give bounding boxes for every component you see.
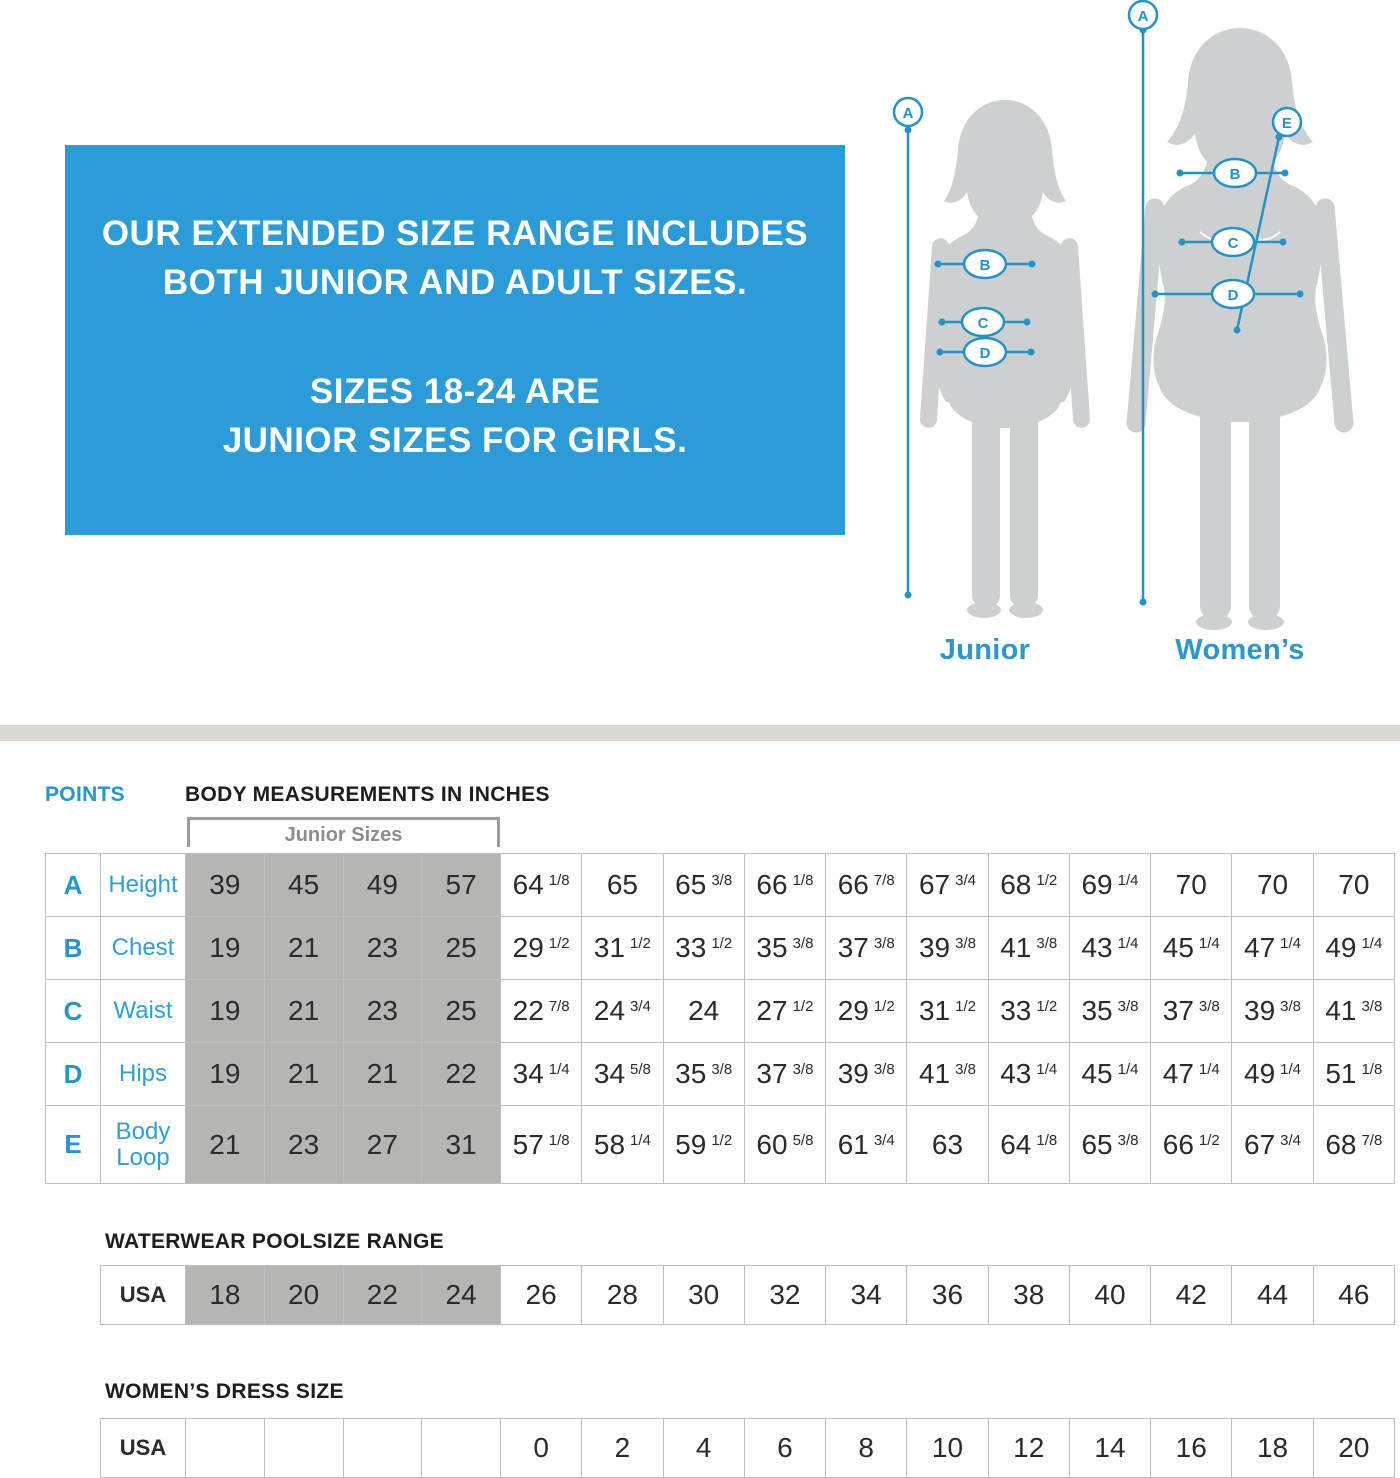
silhouette-shape <box>1315 198 1354 434</box>
point-d-letter: D <box>979 345 991 362</box>
value-fraction: 3/8 <box>1117 998 1139 1015</box>
point-c-letter: C <box>977 315 989 332</box>
junior-value-cell: 45 <box>264 854 343 917</box>
adult-value-cell <box>1069 917 1150 980</box>
value-fraction: 1/8 <box>1036 1131 1058 1149</box>
adult-value-cell <box>988 980 1069 1043</box>
point-c-letter: C <box>1227 235 1239 252</box>
body-measurements-table <box>45 853 1395 1184</box>
adult-size-cell: 6 <box>744 1419 825 1478</box>
dress-size-table <box>100 1418 1395 1478</box>
value-whole: 39 <box>918 932 951 963</box>
value-whole: 31 <box>593 932 626 963</box>
junior-silhouette <box>919 100 1090 618</box>
adult-value-cell <box>988 1043 1069 1106</box>
junior-sizes-bracket <box>187 817 500 847</box>
adult-value-cell <box>1313 1043 1394 1106</box>
line-endpoint <box>1177 170 1184 177</box>
adult-size-cell: 20 <box>1313 1419 1394 1478</box>
value-whole: 39 <box>837 1058 869 1089</box>
value-fraction: 3/8 <box>955 935 976 952</box>
adult-value-cell <box>1232 1106 1313 1184</box>
junior-value-cell: 27 <box>343 1106 422 1184</box>
poolsize-table <box>100 1265 1395 1325</box>
point-letter-cell: D <box>46 1043 101 1106</box>
junior-size-cell <box>264 1419 343 1478</box>
adult-size-cell: 8 <box>826 1419 907 1478</box>
adult-size-cell: 42 <box>1151 1266 1232 1325</box>
value-whole: 66 <box>756 869 788 900</box>
silhouette-shape <box>967 602 1001 618</box>
junior-value-cell: 23 <box>343 917 422 980</box>
silhouette-shape <box>1248 614 1284 630</box>
junior-value-cell: 22 <box>422 1043 501 1106</box>
value-fraction: 1/4 <box>1361 935 1383 952</box>
value-fraction: 3/4 <box>1280 1131 1302 1149</box>
value-whole: 29 <box>837 995 869 1026</box>
adult-value-cell <box>1069 1043 1150 1106</box>
adult-value-cell <box>1232 1043 1313 1106</box>
junior-value-cell: 21 <box>264 917 343 980</box>
adult-size-cell: 4 <box>663 1419 744 1478</box>
value-whole: 24 <box>593 995 626 1026</box>
value-fraction: 3/8 <box>1198 998 1220 1015</box>
value-whole: 37 <box>1162 995 1194 1026</box>
silhouette-shape <box>1200 380 1231 620</box>
junior-sizes-bracket-label: Junior Sizes <box>284 824 403 846</box>
junior-value-cell: 25 <box>422 980 501 1043</box>
row-label-cell: USA <box>101 1266 186 1325</box>
point-e-letter: E <box>1281 115 1293 132</box>
value-fraction: 3/4 <box>630 998 651 1015</box>
value-whole: 29 <box>512 932 544 963</box>
value-fraction: 1/4 <box>548 1061 570 1078</box>
junior-value-cell: 21 <box>264 980 343 1043</box>
measurement-row <box>46 917 1395 980</box>
value-fraction: 3/8 <box>955 1061 976 1078</box>
value-fraction: 1/2 <box>711 1131 733 1149</box>
adult-value-cell <box>907 917 988 980</box>
adult-value-cell <box>501 854 582 917</box>
adult-size-cell: 36 <box>907 1266 988 1325</box>
adult-value-cell <box>1151 1043 1232 1106</box>
adult-size-cell: 26 <box>501 1266 582 1325</box>
line-endpoint <box>935 261 942 268</box>
adult-value-cell <box>907 1043 988 1106</box>
junior-value-cell: 25 <box>422 917 501 980</box>
poolsize-title: WATERWEAR POOLSIZE RANGE <box>105 1230 444 1253</box>
point-letter-cell: A <box>46 854 101 917</box>
point-letter-cell: B <box>46 917 101 980</box>
value-fraction: 5/8 <box>792 1131 814 1149</box>
line-endpoint <box>1152 291 1159 298</box>
value-whole: 68 <box>1000 869 1032 900</box>
adult-value-cell <box>1232 980 1313 1043</box>
line-endpoint <box>1297 291 1304 298</box>
value-whole: 63 <box>931 1128 964 1160</box>
value-fraction: 3/8 <box>1036 935 1058 952</box>
silhouette-shape <box>1126 198 1165 434</box>
silhouette-shape <box>972 392 1000 608</box>
value-fraction: 3/4 <box>955 872 976 889</box>
line-endpoint <box>1282 170 1289 177</box>
value-fraction: 7/8 <box>548 998 570 1015</box>
adult-size-cell: 34 <box>826 1266 907 1325</box>
measurements-header: BODY MEASUREMENTS IN INCHES <box>185 783 550 806</box>
adult-value-cell <box>582 980 663 1043</box>
adult-value-cell <box>907 980 988 1043</box>
value-whole: 67 <box>918 869 951 900</box>
adult-size-cell: 14 <box>1069 1419 1150 1478</box>
adult-value-cell <box>663 980 744 1043</box>
value-fraction: 1/2 <box>630 935 651 952</box>
value-whole: 61 <box>837 1128 869 1160</box>
value-fraction: 3/8 <box>1361 998 1383 1015</box>
junior-size-cell <box>186 1419 265 1478</box>
value-fraction: 1/8 <box>548 872 570 889</box>
adult-value-cell <box>582 1106 663 1184</box>
adult-value-cell <box>663 854 744 917</box>
value-whole: 34 <box>593 1058 626 1089</box>
line-endpoint <box>1280 239 1287 246</box>
adult-value-cell <box>907 854 988 917</box>
adult-size-cell: 32 <box>744 1266 825 1325</box>
silhouette-shape <box>1010 392 1038 608</box>
measurement-row <box>46 1043 1395 1106</box>
adult-value-cell <box>1313 917 1394 980</box>
value-whole: 34 <box>512 1058 544 1089</box>
value-fraction: 3/4 <box>873 1131 895 1149</box>
value-fraction: 3/8 <box>1280 998 1302 1015</box>
value-fraction: 3/8 <box>711 1061 733 1078</box>
adult-value-cell <box>826 1106 907 1184</box>
adult-size-cell: 38 <box>988 1266 1069 1325</box>
value-whole: 35 <box>1081 995 1113 1026</box>
adult-value-cell <box>744 1106 825 1184</box>
value-whole: 68 <box>1325 1128 1357 1160</box>
womens-figure-label: Women’s <box>1175 634 1305 666</box>
adult-size-cell: 30 <box>663 1266 744 1325</box>
point-label-cell: Hips <box>101 1043 186 1106</box>
junior-value-cell: 19 <box>186 980 265 1043</box>
line-endpoint <box>1234 327 1241 334</box>
adult-value-cell <box>582 854 663 917</box>
adult-size-cell: 46 <box>1313 1266 1394 1325</box>
value-whole: 70 <box>1338 869 1370 900</box>
value-fraction: 1/4 <box>1280 1061 1302 1078</box>
value-fraction: 1/2 <box>1036 998 1058 1015</box>
value-whole: 37 <box>756 1058 788 1089</box>
value-fraction: 1/4 <box>1117 935 1139 952</box>
value-fraction: 1/4 <box>1198 1061 1220 1078</box>
point-b-letter: B <box>1229 166 1241 183</box>
point-a-letter: A <box>902 105 914 122</box>
adult-value-cell <box>501 980 582 1043</box>
adult-value-cell <box>501 1106 582 1184</box>
adult-value-cell <box>744 1043 825 1106</box>
value-whole: 49 <box>1244 1058 1276 1089</box>
value-fraction: 1/2 <box>711 935 733 952</box>
line-endpoint <box>937 349 944 356</box>
value-fraction: 1/4 <box>1280 935 1302 952</box>
value-whole: 35 <box>675 1058 707 1089</box>
junior-value-cell: 23 <box>343 980 422 1043</box>
value-whole: 45 <box>1081 1058 1113 1089</box>
junior-value-cell: 19 <box>186 1043 265 1106</box>
adult-size-cell: 0 <box>501 1419 582 1478</box>
value-whole: 64 <box>512 869 544 900</box>
value-whole: 65 <box>606 869 638 900</box>
adult-size-cell: 2 <box>582 1419 663 1478</box>
adult-value-cell <box>826 854 907 917</box>
adult-value-cell <box>663 1106 744 1184</box>
value-fraction: 1/8 <box>792 872 814 889</box>
value-fraction: 1/8 <box>548 1131 570 1149</box>
adult-value-cell <box>988 917 1069 980</box>
junior-value-cell: 31 <box>422 1106 501 1184</box>
silhouette-shape <box>1009 602 1043 618</box>
value-whole: 49 <box>1325 932 1357 963</box>
adult-size-cell: 18 <box>1232 1419 1313 1478</box>
value-whole: 67 <box>1244 1128 1276 1160</box>
adult-size-cell: 16 <box>1151 1419 1232 1478</box>
adult-value-cell <box>582 1043 663 1106</box>
adult-value-cell <box>826 1043 907 1106</box>
measurement-row <box>46 854 1395 917</box>
adult-value-cell <box>1313 1106 1394 1184</box>
value-whole: 65 <box>1081 1128 1113 1160</box>
value-fraction: 1/2 <box>955 998 976 1015</box>
value-whole: 41 <box>1000 932 1032 963</box>
value-fraction: 1/2 <box>792 998 814 1015</box>
adult-size-cell: 10 <box>907 1419 988 1478</box>
adult-value-cell <box>1313 854 1394 917</box>
value-whole: 41 <box>1325 995 1357 1026</box>
value-fraction: 1/4 <box>630 1131 651 1149</box>
value-whole: 57 <box>512 1128 544 1160</box>
point-label-cell: Body Loop <box>101 1106 186 1184</box>
adult-value-cell <box>1151 980 1232 1043</box>
adult-value-cell <box>744 854 825 917</box>
banner-line: OUR EXTENDED SIZE RANGE INCLUDES <box>101 214 809 253</box>
value-whole: 43 <box>1000 1058 1032 1089</box>
adult-value-cell <box>988 1106 1069 1184</box>
adult-value-cell <box>1151 1106 1232 1184</box>
silhouette-shape <box>1167 28 1313 162</box>
line-endpoint <box>1029 261 1036 268</box>
value-fraction: 1/4 <box>1117 872 1139 889</box>
value-fraction: 3/8 <box>873 935 895 952</box>
value-fraction: 3/8 <box>711 872 733 889</box>
value-fraction: 1/4 <box>1117 1061 1139 1078</box>
junior-size-cell <box>343 1419 422 1478</box>
value-whole: 51 <box>1325 1058 1357 1089</box>
banner-line: JUNIOR SIZES FOR GIRLS. <box>222 421 688 460</box>
adult-size-cell: 28 <box>582 1266 663 1325</box>
silhouette-shape <box>944 100 1066 217</box>
value-fraction: 1/2 <box>548 935 570 952</box>
size-row <box>101 1419 1395 1478</box>
silhouette-shape <box>1249 380 1280 620</box>
adult-size-cell: 12 <box>988 1419 1069 1478</box>
adult-value-cell <box>501 1043 582 1106</box>
junior-size-cell <box>422 1419 501 1478</box>
value-whole: 47 <box>1162 1058 1194 1089</box>
value-whole: 66 <box>1162 1128 1194 1160</box>
junior-figure-label: Junior <box>939 634 1031 666</box>
value-whole: 69 <box>1081 869 1113 900</box>
value-whole: 33 <box>1000 995 1032 1026</box>
junior-value-cell: 21 <box>264 1043 343 1106</box>
point-label-cell: Chest <box>101 917 186 980</box>
silhouette-shape <box>1196 614 1232 630</box>
adult-value-cell <box>1069 854 1150 917</box>
section-divider <box>0 725 1400 741</box>
value-whole: 31 <box>918 995 951 1026</box>
value-whole: 70 <box>1256 869 1289 900</box>
line-endpoint <box>939 319 946 326</box>
adult-value-cell <box>1232 917 1313 980</box>
info-banner <box>65 145 845 535</box>
adult-value-cell <box>1069 980 1150 1043</box>
adult-value-cell <box>1151 917 1232 980</box>
adult-value-cell <box>1069 1106 1150 1184</box>
value-fraction: 1/4 <box>1198 935 1220 952</box>
silhouette-shape <box>948 364 1062 428</box>
line-endpoint <box>1028 349 1035 356</box>
value-fraction: 3/8 <box>873 1061 895 1078</box>
value-whole: 64 <box>1000 1128 1032 1160</box>
value-whole: 65 <box>675 869 707 900</box>
line-endpoint <box>905 127 912 134</box>
row-label-cell: USA <box>101 1419 186 1478</box>
silhouette-shape <box>1159 342 1321 422</box>
value-fraction: 3/8 <box>792 1061 814 1078</box>
body-measurement-figures <box>870 0 1400 690</box>
value-whole: 33 <box>675 932 707 963</box>
junior-size-cell: 18 <box>186 1266 265 1325</box>
junior-value-cell: 23 <box>264 1106 343 1184</box>
value-whole: 59 <box>675 1128 707 1160</box>
junior-size-cell: 20 <box>264 1266 343 1325</box>
value-fraction: 5/8 <box>630 1061 651 1078</box>
value-fraction: 7/8 <box>873 872 895 889</box>
poolsize-table-body <box>101 1266 1395 1325</box>
adult-value-cell <box>582 917 663 980</box>
junior-value-cell: 21 <box>186 1106 265 1184</box>
measurement-table-body <box>46 854 1395 1184</box>
point-label-cell: Waist <box>101 980 186 1043</box>
adult-value-cell <box>744 917 825 980</box>
line-endpoint <box>1140 599 1147 606</box>
junior-value-cell: 19 <box>186 917 265 980</box>
value-whole: 24 <box>688 995 720 1026</box>
adult-value-cell <box>1232 854 1313 917</box>
value-fraction: 7/8 <box>1361 1131 1383 1149</box>
value-fraction: 1/2 <box>1198 1131 1220 1149</box>
value-whole: 45 <box>1162 932 1194 963</box>
measurement-row <box>46 980 1395 1043</box>
junior-size-cell: 22 <box>343 1266 422 1325</box>
value-fraction: 1/4 <box>1036 1061 1058 1078</box>
value-whole: 22 <box>512 995 544 1026</box>
value-fraction: 3/8 <box>792 935 814 952</box>
points-header: POINTS <box>45 783 125 806</box>
value-whole: 39 <box>1244 995 1276 1026</box>
adult-value-cell <box>663 1043 744 1106</box>
measurement-row <box>46 1106 1395 1184</box>
line-endpoint <box>905 592 912 599</box>
banner-line: SIZES 18-24 ARE <box>309 372 601 411</box>
value-whole: 35 <box>756 932 788 963</box>
adult-value-cell <box>826 917 907 980</box>
adult-size-cell: 40 <box>1069 1266 1150 1325</box>
value-whole: 27 <box>756 995 788 1026</box>
point-label-cell: Height <box>101 854 186 917</box>
adult-value-cell <box>1151 854 1232 917</box>
value-fraction: 1/2 <box>873 998 895 1015</box>
junior-value-cell: 49 <box>343 854 422 917</box>
point-d-letter: D <box>1227 287 1239 304</box>
value-whole: 43 <box>1081 932 1113 963</box>
value-fraction: 1/2 <box>1036 872 1058 889</box>
adult-value-cell <box>744 980 825 1043</box>
junior-value-cell: 57 <box>422 854 501 917</box>
adult-value-cell <box>988 854 1069 917</box>
junior-value-cell: 39 <box>186 854 265 917</box>
adult-value-cell <box>663 917 744 980</box>
point-letter-cell: E <box>46 1106 101 1184</box>
value-whole: 66 <box>837 869 869 900</box>
point-b-letter: B <box>979 257 991 274</box>
value-whole: 41 <box>918 1058 951 1089</box>
value-whole: 60 <box>756 1128 788 1160</box>
junior-value-cell: 21 <box>343 1043 422 1106</box>
value-fraction: 1/8 <box>1361 1061 1383 1078</box>
value-whole: 37 <box>837 932 869 963</box>
line-endpoint <box>1024 319 1031 326</box>
adult-value-cell <box>907 1106 988 1184</box>
value-whole: 70 <box>1175 869 1207 900</box>
adult-size-cell: 44 <box>1232 1266 1313 1325</box>
adult-value-cell <box>501 917 582 980</box>
line-endpoint <box>1179 239 1186 246</box>
banner-line: BOTH JUNIOR AND ADULT SIZES. <box>162 263 748 302</box>
size-row <box>101 1266 1395 1325</box>
junior-size-cell: 24 <box>422 1266 501 1325</box>
value-whole: 47 <box>1244 932 1276 963</box>
dress-table-body <box>101 1419 1395 1478</box>
adult-value-cell <box>1313 980 1394 1043</box>
dress-size-title: WOMEN’S DRESS SIZE <box>105 1380 344 1403</box>
point-a-letter: A <box>1137 8 1149 25</box>
adult-value-cell <box>826 980 907 1043</box>
value-fraction: 3/8 <box>1117 1131 1139 1149</box>
point-letter-cell: C <box>46 980 101 1043</box>
value-whole: 58 <box>593 1128 626 1160</box>
